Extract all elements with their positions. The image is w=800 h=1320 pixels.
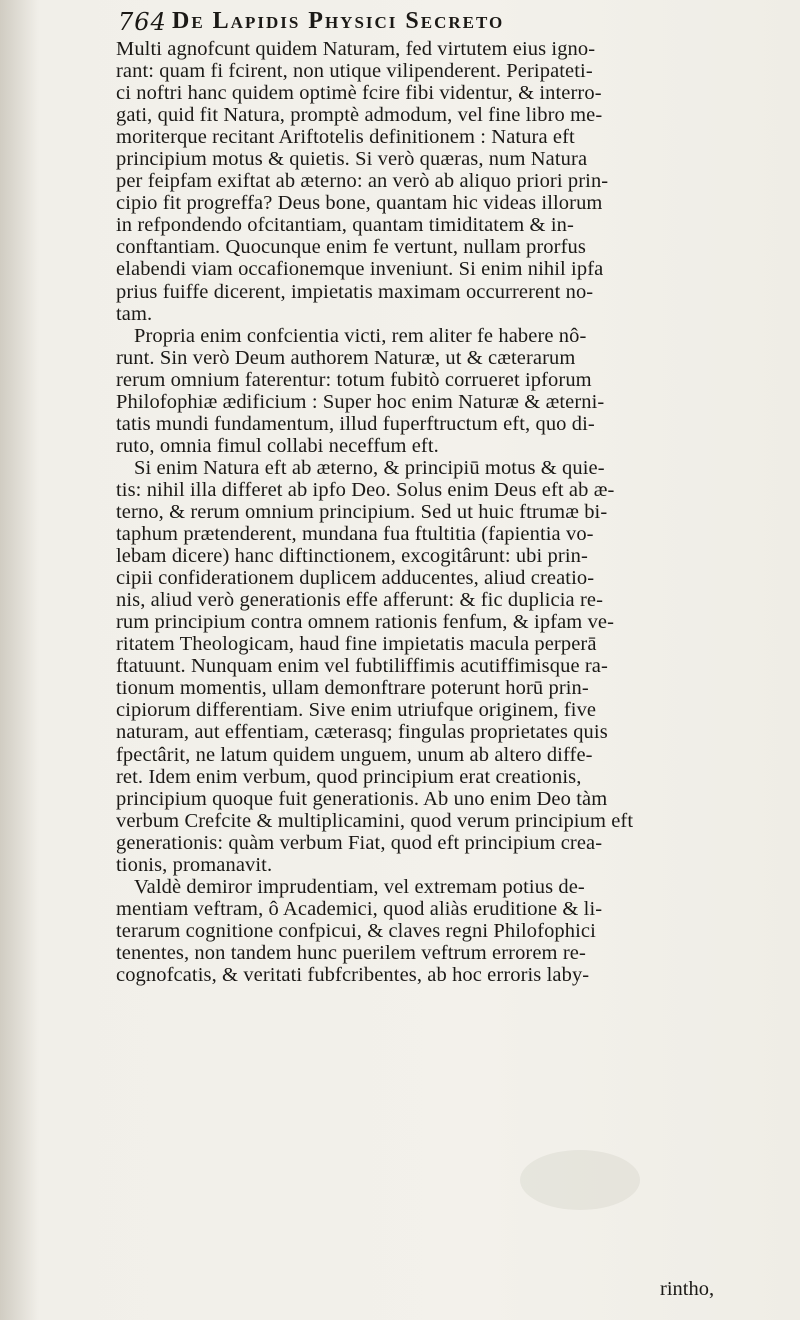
text-line: moriterque recitant Ariftotelis definitionem : Natura eft	[116, 126, 575, 149]
catchword: rintho,	[660, 1278, 715, 1300]
text-line: principium motus & quietis. Si verò quæras, num Natura	[116, 148, 588, 171]
text-line: naturam, aut effentiam, cæterasq; fingulas proprietates quis	[116, 721, 608, 744]
text-line: rant: quam fi fcirent, non utique vilipenderent. Peripateti-	[116, 60, 593, 83]
text-line: mentiam veftram, ô Academici, quod aliàs eruditione & li-	[116, 897, 603, 920]
text-line: Propria enim confcientia victi, rem aliter fe habere nô-	[134, 324, 587, 347]
text-line: ret. Idem enim verbum, quod principium erat creationis,	[116, 765, 582, 788]
paper-stain	[520, 1150, 640, 1210]
text-line: ritatem Theologicam, haud fine impietatis macula perperā	[116, 633, 597, 656]
text-line: fpectârit, ne latum quidem unguem, unum ab altero diffe-	[116, 743, 593, 766]
text-line: generationis: quàm verbum Fiat, quod eft principium crea-	[116, 831, 603, 854]
page-number: 764	[118, 8, 167, 36]
text-line: Si enim Natura eft ab æterno, & principiū motus & quie-	[134, 456, 605, 479]
text-line: gati, quid fit Natura, promptè admodum, vel fine libro me-	[116, 104, 603, 127]
text-line: tenentes, non tandem hunc puerilem veftrum errorem re-	[116, 941, 586, 964]
text-line: cipii confiderationem duplicem adducentes, aliud creatio-	[116, 567, 595, 590]
text-line: tam.	[116, 302, 153, 325]
text-line: Multi agnofcunt quidem Naturam, fed virtutem eius igno-	[116, 38, 596, 60]
text-line: lebam dicere) hanc diftinctionem, excogitârunt: ubi prin-	[116, 545, 588, 568]
text-line: taphum prætenderent, mundana fua ftultitia (fapientia vo-	[116, 523, 594, 546]
text-line: Valdè demiror imprudentiam, vel extremam potius de-	[134, 875, 585, 898]
text-line: tatis mundi fundamentum, illud fuperftructum eft, quo di-	[116, 412, 595, 435]
text-line: terno, & rerum omnium principium. Sed ut huic ftrumæ bi-	[116, 500, 608, 523]
text-line: Philofophiæ ædificium : Super hoc enim Naturæ & æterni-	[116, 390, 605, 413]
text-line: runt. Sin verò Deum authorem Naturæ, ut & cæterarum	[116, 346, 576, 369]
text-line: cognofcatis, & veritati fubfcribentes, ab hoc erroris laby-	[116, 963, 590, 986]
text-line: cipio fit progreffa? Deus bone, quantam hic videas illorum	[116, 192, 603, 215]
text-line: ruto, omnia fimul collabi neceffum eft.	[116, 434, 439, 457]
text-line: rerum omnium faterentur: totum fubitò corrueret ipforum	[116, 368, 592, 391]
gutter-shadow	[0, 0, 38, 1320]
text-line: ftatuunt. Nunquam enim vel fubtiliffimis acutiffimisque ra-	[116, 655, 608, 678]
text-line: terarum cognitione confpicui, & claves regni Philofophici	[116, 919, 596, 942]
text-line: per feipfam exiftat ab æterno: an verò ab aliquo priori prin-	[116, 170, 609, 193]
page-header	[118, 6, 718, 40]
text-line: cipiorum differentiam. Sive enim utriufque originem, five	[116, 699, 597, 722]
text-line: tionis, promanavit.	[116, 853, 273, 876]
text-line: ci noftri hanc quidem optimè fcire fibi videntur, & interro-	[116, 82, 602, 105]
text-line: tionum momentis, ullam demonftrare poterunt horū prin-	[116, 677, 589, 700]
text-line: prius fuiffe dicerent, impietatis maximam occurrerent no-	[116, 280, 594, 303]
text-line: elabendi viam occafionemque inveniunt. Si enim nihil ipfa	[116, 258, 604, 281]
text-line: verbum Crefcite & multiplicamini, quod verum principium eft	[116, 809, 634, 832]
text-line: conftantiam. Quocunque enim fe vertunt, nullam prorfus	[116, 236, 586, 259]
text-line: principium quoque fuit generationis. Ab uno enim Deo tàm	[116, 787, 608, 810]
text-line: nis, aliud verò generationis effe afferunt: & fic duplicia re-	[116, 589, 604, 612]
body-text	[116, 38, 796, 986]
text-line: in refpondendo ofcitantiam, quantam timiditatem & in-	[116, 214, 574, 237]
text-line: rum principium contra omnem rationis fenfum, & ipfam ve-	[116, 611, 615, 634]
running-title: De Lapidis Physici Secreto	[172, 8, 505, 34]
text-line: tis: nihil illa differet ab ipfo Deo. Solus enim Deus eft ab æ-	[116, 478, 615, 501]
